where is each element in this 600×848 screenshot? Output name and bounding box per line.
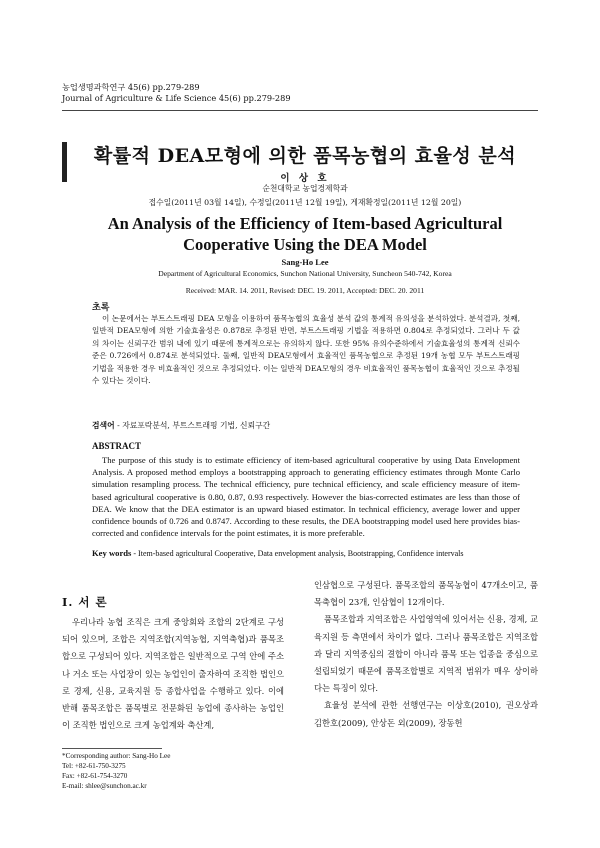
title-accent-bar [62,142,67,182]
korean-affiliation: 순천대학교 농업경제학과 [262,184,348,193]
introduction-left-column: 우리나라 농협 조직은 크게 중앙회와 조합의 2단계로 구성되어 있으며, 조합은 지역조합(지역농협, 지역축협)과 품목조합으로 구성되어 있다. 지역조합은 일반적으로 구역 안에 주소나 거소 또는 사업장이 있는 농업인이 출자하여 조직한 법인으로 경제, 신용, 교육지원 등 종합사업을 수행하고 있다. 이에 반해 품목조합은 품목별로 전문화된 농업에 종사하는 농업인이 조직한 법인으로 크게 농업계와 축산계, [62,617,284,731]
english-abstract-body: The purpose of this study is to estimate efficiency of item-based agricultural cooperative by using Data Envelopment Analysis. A proposed method employs a bootstrapping approach to generating efficiency estimates through Monte Carlo simulation resampling process. The technical efficiency, pure technical efficiency, and scale efficiency measure of item-based agricultural cooperative is 0.80, 0.87, 0.93 respectively. However the bias-corrected estimates are less than those of DEA. We know that the DEA estimator is an upward biased estimator. In technical efficiency, average lower and upper confidence bounds of 0.726 and 0.8747. According to these results, the DEA bootstrapping model used here provides bias-corrected and confidence intervals for the point estimates, it is more preferable. [92,455,520,539]
korean-author: 이 상 호 [280,173,330,184]
english-keywords-label: Key words [92,548,132,558]
paragraph: 품목조합과 지역조합은 사업영역에 있어서는 신용, 경제, 교육지원 등 측면에서 차이가 없다. 그러나 품목조합은 지역조합과 달리 지역중심의 결합이 아니라 품목 또는 업종을 중심으로 설립되었기 때문에 품목조합별로 지역적 범위가 매우 상이하다는 특징이 있다. [314,614,538,694]
english-keywords [92,548,532,558]
english-keywords-list: - Item-based agricultural Cooperative, Data envelopment analysis, Bootstrapping, Confidence intervals [131,549,464,558]
footnote-rule [62,748,162,749]
introduction-right-column [314,577,538,732]
journal-name-korean: 농업생명과학연구 45(6) pp.279-289 [62,82,200,92]
paragraph: 인삼협으로 구성된다. 품목조합의 품목농협이 47개소이고, 품목축협이 23개, 인삼협이 12개이다. [314,580,538,608]
corresponding-author: *Corresponding author: Sang-Ho Lee [62,752,171,760]
paragraph: 효율성 분석에 관한 선행연구는 이상호(2010), 권오상과 김한호(2009), 안상돈 외(2009), 장동헌 [314,700,538,728]
english-abstract-heading: ABSTRACT [92,441,142,451]
journal-header [62,82,542,104]
korean-keywords [92,420,520,431]
korean-title: 확률적 DEA모형에 의한 품목농협의 효율성 분석 [93,145,517,167]
korean-keywords-list: - 자료포락분석, 부트스트래핑 기법, 신뢰구간 [114,421,271,430]
fax: Fax: +82-61-754-3270 [62,772,128,780]
section-heading-introduction: I. 서 론 [62,595,108,609]
korean-abstract-body: 이 논문에서는 부트스트래핑 DEA 모형을 이용하여 품목농협의 효율성 분석 값의 통계적 유의성을 분석하였다. 분석결과, 첫째, 일반적 DEA모형에 의한 기술효율성은 0.878로 추정된 반면, 부트스트래핑 기법을 적용하면 0.804로 추정되었다. 그러나 두 값의 차이는 신뢰구간 범위 내에 있기 때문에 통계적으로는 유의하지 않다. 또한 95% 유의수준하에서 기술효율성의 통계적 신뢰수준은 0.726에서 0.874로 분석되었다. 둘째, 일반적 DEA모형에서 효율적인 품목농협으로 추정된 19개 농협 모두 부트스트래핑 기법을 적용한 경우 비효율적인 것으로 추정되었다. 이는 일반적 DEA모형의 경우 비효율적인 품목농협이 효율적인 것으로 추정될 수 있다는 것이다. [92,314,520,386]
korean-abstract-heading: 초록 [92,303,110,313]
english-affiliation: Department of Agricultural Economics, Sunchon National University, Suncheon 540-742, Korea [158,269,452,278]
email: E-mail: shlee@sunchon.ac.kr [62,782,147,790]
korean-keywords-label: 검색어 [92,421,115,430]
journal-name-english: Journal of Agriculture & Life Science 45(6) pp.279-289 [62,93,291,103]
telephone: Tel: +82-61-750-3275 [62,762,126,770]
english-dates: Received: MAR. 14. 2011, Revised: DEC. 19. 2011, Accepted: DEC. 20. 2011 [185,286,425,295]
english-author: Sang-Ho Lee [281,257,329,267]
english-title: An Analysis of the Efficiency of Item-based Agricultural Cooperative Using the DEA Model [107,214,503,254]
footnote [62,751,170,791]
korean-dates: 접수일(2011년 03월 14일), 수정일(2011년 12월 19일), 게재확정일(2011년 12월 20일) [148,198,462,207]
header-rule [62,110,538,111]
